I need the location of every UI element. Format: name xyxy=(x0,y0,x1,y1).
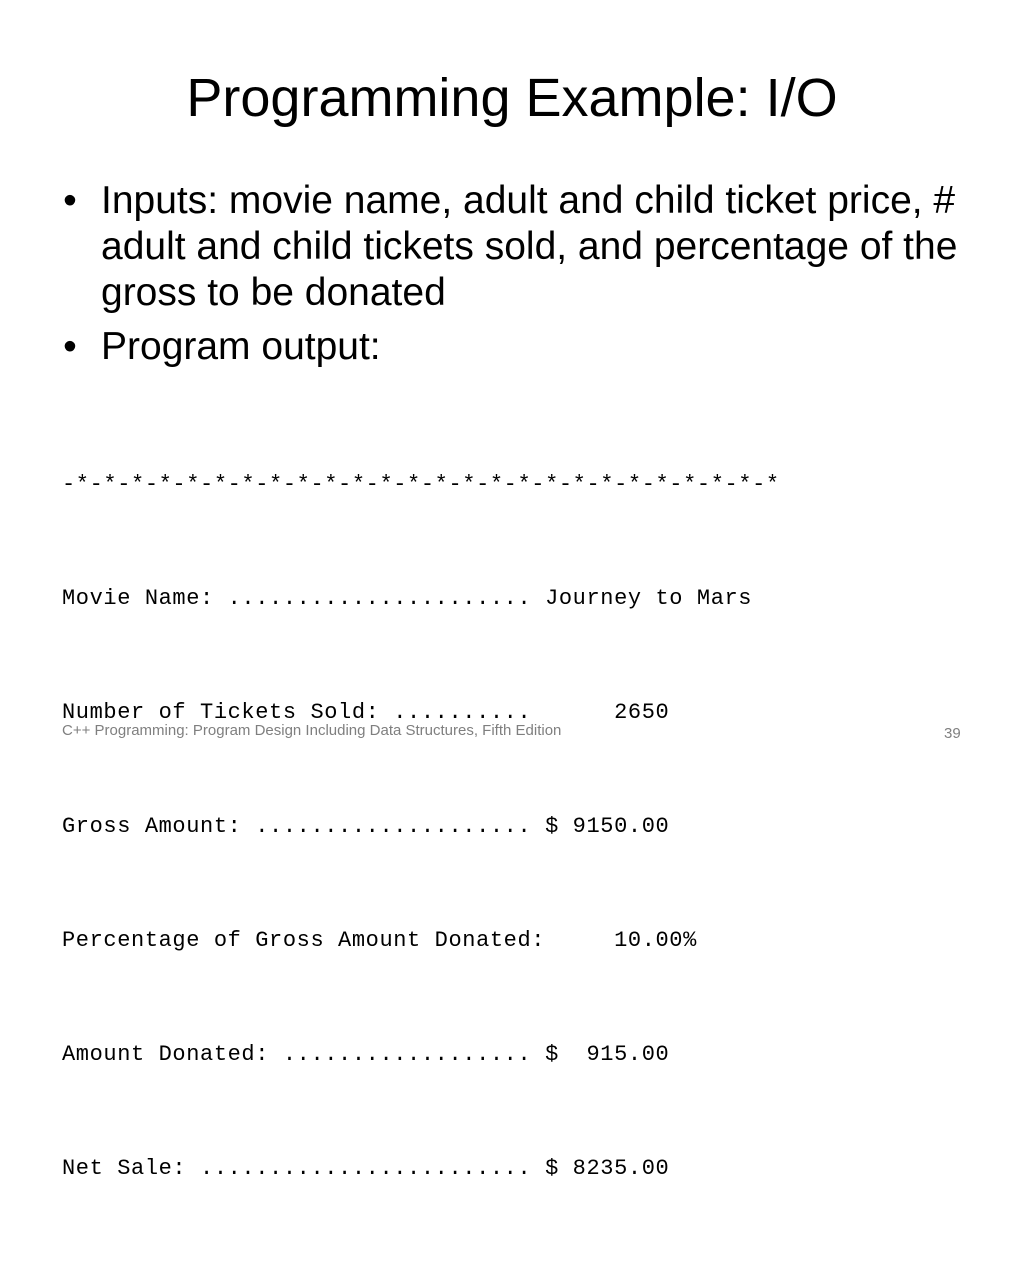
bullet-item-inputs xyxy=(58,178,958,316)
bullet-text: Program output: xyxy=(101,325,381,368)
bullet-text: Inputs: movie name, adult and child ticket price, # adult and child tickets sold, and percentage of the gross to be donated xyxy=(101,179,958,314)
page-number: 39 xyxy=(944,725,961,742)
bullet-item-program-output xyxy=(58,324,958,370)
output-line-amount-donated: Amount Donated: .................. $ 915.00 xyxy=(62,1042,670,1067)
program-output-block xyxy=(62,390,962,1264)
bullet-icon: • xyxy=(63,179,77,222)
output-separator-line: -*-*-*-*-*-*-*-*-*-*-*-*-*-*-*-*-*-*-*-*-*-*-*-*-*-* xyxy=(62,472,780,497)
slide-title: Programming Example: I/O xyxy=(186,68,838,128)
output-line-movie-name: Movie Name: ...................... Journey to Mars xyxy=(62,586,753,611)
bullet-icon: • xyxy=(63,325,77,368)
output-line-percentage-donated: Percentage of Gross Amount Donated: 10.00% xyxy=(62,928,697,953)
output-line-tickets-sold: Number of Tickets Sold: .......... 2650 xyxy=(62,700,670,725)
output-line-gross-amount: Gross Amount: .................... $ 9150.00 xyxy=(62,814,670,839)
footer-book-title: C++ Programming: Program Design Including Data Structures, Fifth Edition xyxy=(62,722,562,739)
output-line-net-sale: Net Sale: ........................ $ 8235.00 xyxy=(62,1156,670,1181)
bullet-list xyxy=(58,178,958,378)
